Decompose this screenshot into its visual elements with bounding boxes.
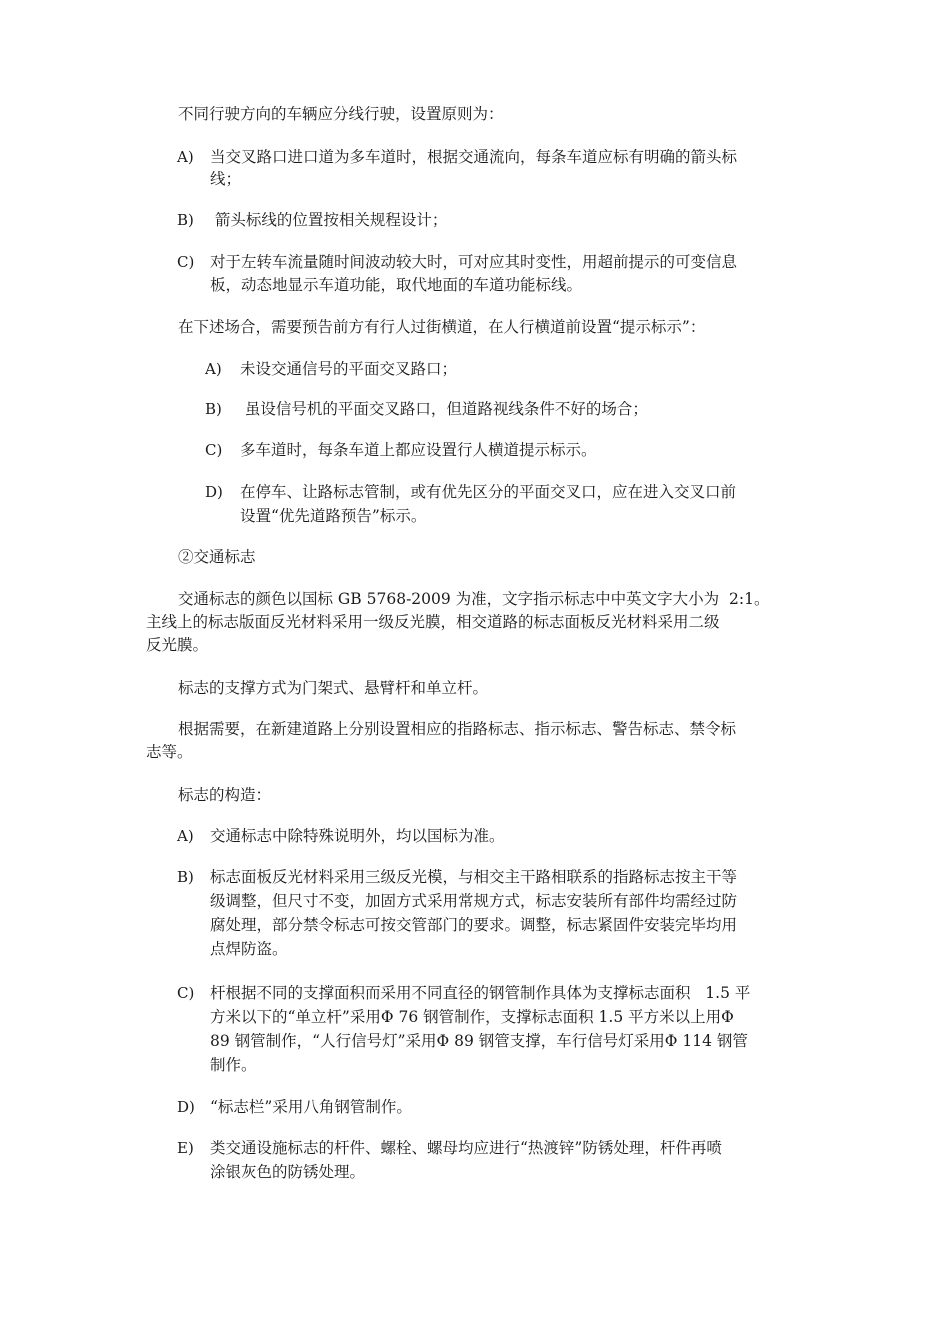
ped-item-a-marker: A)	[205, 360, 222, 378]
sign-heading: ②交通标志	[178, 548, 256, 566]
construct-item-b-line4: 点焊防盗。	[210, 940, 288, 958]
lane-item-a-line2: 线；	[210, 170, 242, 188]
construct-item-c-marker: C)	[177, 984, 195, 1002]
lane-item-c-line2: 板，动态地显示车道功能，取代地面的车道功能标线。	[210, 276, 583, 294]
ped-item-a-line1: 未设交通信号的平面交叉路口；	[240, 360, 458, 378]
ped-item-d-line1: 在停车、让路标志管制，或有优先区分的平面交叉口，应在进入交叉口前	[240, 483, 737, 501]
ped-item-b-line1: 虽设信号机的平面交叉路口，但道路视线条件不好的场合；	[240, 400, 648, 418]
construct-item-c-line1: 杆根据不同的支撑面积而采用不同直径的钢管制作具体为支撑标志面积 1.5 平	[210, 984, 751, 1002]
construct-item-d-marker: D)	[177, 1098, 195, 1116]
construct-item-c-line2: 方米以下的“单立杆”采用Φ 76 钢管制作，支撑标志面积 1.5 平方米以上用Φ	[210, 1008, 734, 1026]
lane-item-a-marker: A)	[177, 148, 194, 166]
lane-item-c-marker: C)	[177, 253, 195, 271]
ped-item-c-line1: 多车道时，每条车道上都应设置行人横道提示标示。	[240, 441, 597, 459]
sign-para1-line2: 主线上的标志版面反光材料采用一级反光膜，相交道路的标志面板反光材料采用二级	[146, 613, 720, 631]
sign-para3-line1: 根据需要，在新建道路上分别设置相应的指路标志、指示标志、警告标志、禁令标	[178, 720, 737, 738]
construct-intro: 标志的构造：	[178, 786, 272, 804]
construct-item-b-marker: B)	[177, 868, 194, 886]
construct-item-b-line3: 腐处理，部分禁令标志可按交管部门的要求。调整，标志紧固件安装完毕均用	[210, 916, 738, 934]
lane-item-b-line1: 箭头标线的位置按相关规程设计；	[210, 211, 448, 229]
construct-item-c-line3: 89 钢管制作，“人行信号灯”采用Φ 89 钢管支撑，车行信号灯采用Φ 114 钢管	[210, 1032, 748, 1050]
lane-item-b-marker: B)	[177, 211, 194, 229]
lane-item-a-line1: 当交叉路口进口道为多车道时，根据交通流向，每条车道应标有明确的箭头标	[210, 148, 738, 166]
sign-para3-line2: 志等。	[146, 743, 193, 761]
lane-intro: 不同行驶方向的车辆应分线行驶，设置原则为：	[178, 105, 504, 123]
construct-item-e-line1: 类交通设施标志的杆件、螺栓、螺母均应进行“热渡锌”防锈处理，杆件再喷	[210, 1139, 722, 1157]
construct-item-e-line2: 涂银灰色的防锈处理。	[210, 1163, 366, 1181]
construct-item-b-line2: 级调整，但尺寸不变，加固方式采用常规方式，标志安装所有部件均需经过防	[210, 892, 738, 910]
construct-item-a-line1: 交通标志中除特殊说明外，均以国标为准。	[210, 827, 505, 845]
ped-item-c-marker: C)	[205, 441, 223, 459]
construct-item-b-line1: 标志面板反光材料采用三级反光模，与相交主干路相联系的指路标志按主干等	[210, 868, 738, 886]
sign-para1-line3: 反光膜。	[146, 636, 209, 654]
construct-item-c-line4: 制作。	[210, 1056, 257, 1074]
ped-item-d-line2: 设置“优先道路预告”标示。	[240, 507, 427, 525]
lane-item-c-line1: 对于左转车流量随时间波动较大时，可对应其时变性，用超前提示的可变信息	[210, 253, 738, 271]
ped-item-b-marker: B)	[205, 400, 222, 418]
ped-intro: 在下述场合，需要预告前方有行人过街横道，在人行横道前设置“提示标示”：	[178, 318, 706, 336]
sign-para2: 标志的支撑方式为门架式、悬臂杆和单立杆。	[178, 679, 489, 697]
sign-para1-line1: 交通标志的颜色以国标 GB 5768-2009 为准，文字指示标志中中英文字大小为 2:1。	[178, 590, 770, 608]
construct-item-e-marker: E)	[177, 1139, 194, 1157]
construct-item-a-marker: A)	[177, 827, 194, 845]
construct-item-d-line1: “标志栏”采用八角钢管制作。	[210, 1098, 412, 1116]
ped-item-d-marker: D)	[205, 483, 223, 501]
